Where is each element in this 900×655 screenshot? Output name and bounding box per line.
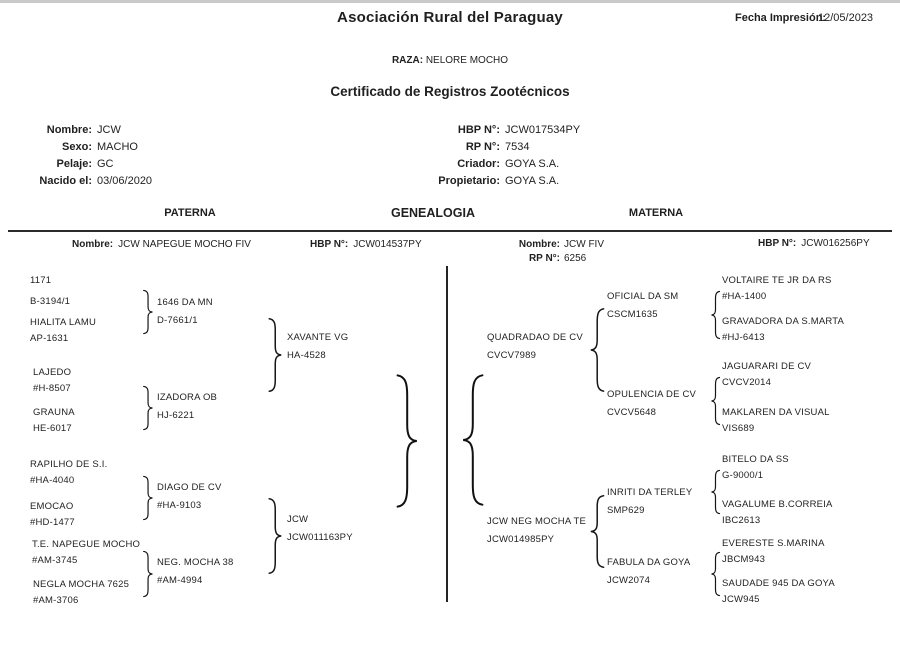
pedigree-node bbox=[487, 331, 583, 362]
animal-name: EMOCAO bbox=[30, 501, 74, 512]
animal-code: #HD-1477 bbox=[30, 517, 75, 528]
pedigree-node bbox=[157, 556, 234, 587]
animal-code: CVCV2014 bbox=[722, 377, 772, 388]
print-date-label: Fecha Impresión: bbox=[735, 12, 827, 24]
maternal-heading: MATERNA bbox=[628, 207, 684, 219]
animal-name: NEGLA MOCHA 7625 bbox=[33, 579, 130, 590]
animal-name: EVERESTE S.MARINA bbox=[722, 538, 825, 549]
animal-code: IBC2613 bbox=[722, 515, 761, 526]
field-sexo: Sexo: MACHO bbox=[62, 141, 138, 153]
pedigree-node bbox=[722, 315, 844, 344]
animal-code: JCW014985PY bbox=[487, 534, 555, 545]
animal-code: #AM-4994 bbox=[157, 575, 203, 586]
brace-left-small bbox=[711, 377, 721, 425]
print-date-value: 12/05/2023 bbox=[818, 12, 874, 24]
animal-code: B-3194/1 bbox=[30, 296, 71, 307]
animal-code: #HA-1400 bbox=[722, 291, 767, 302]
animal-name: VOLTAIRE TE JR DA RS bbox=[722, 275, 832, 286]
animal-name: MAKLAREN DA VISUAL bbox=[722, 407, 830, 418]
field-nombre: Nombre: JCW bbox=[46, 124, 121, 136]
animal-name: GRAUNA bbox=[33, 407, 75, 418]
animal-name: FABULA DA GOYA bbox=[607, 557, 691, 568]
animal-code: CVCV7989 bbox=[487, 350, 537, 361]
animal-code: #H-8507 bbox=[33, 383, 71, 394]
brace-left-small bbox=[711, 552, 721, 596]
animal-name: SAUDADE 945 DA GOYA bbox=[722, 578, 835, 589]
animal-name: NEG. MOCHA 38 bbox=[157, 557, 234, 568]
pedigree-node bbox=[722, 498, 833, 527]
animal-name: LAJEDO bbox=[33, 367, 72, 378]
brace-left-mid bbox=[590, 308, 606, 392]
animal-name: 1171 bbox=[30, 275, 52, 286]
pedigree-node bbox=[722, 537, 825, 566]
animal-code: JCW945 bbox=[722, 594, 760, 605]
animal-code: CVCV5648 bbox=[607, 407, 657, 418]
pedigree-node bbox=[722, 453, 789, 482]
animal-name: OFICIAL DA SM bbox=[607, 291, 679, 302]
pedigree-node bbox=[30, 316, 96, 345]
window-top-edge bbox=[0, 0, 900, 3]
page-title: Asociación Rural del Paraguay bbox=[337, 9, 563, 26]
pedigree-node bbox=[722, 577, 835, 606]
animal-code: JBCM943 bbox=[722, 554, 766, 565]
animal-code: HJ-6221 bbox=[157, 410, 195, 421]
animal-code: VIS689 bbox=[722, 423, 755, 434]
animal-name: VAGALUME B.CORREIA bbox=[722, 499, 833, 510]
animal-name: XAVANTE VG bbox=[287, 332, 349, 343]
animal-name: HIALITA LAMU bbox=[30, 317, 97, 328]
pedigree-node bbox=[30, 458, 107, 487]
certificate-title: Certificado de Registros Zootécnicos bbox=[330, 84, 570, 99]
animal-name: INRITI DA TERLEY bbox=[607, 487, 693, 498]
animal-code: JCW011163PY bbox=[287, 532, 353, 543]
brace-right-small bbox=[142, 476, 153, 520]
center-divider bbox=[446, 266, 448, 602]
sire-name-row: Nombre: JCW NAPEGUE MOCHO FIV bbox=[72, 239, 251, 250]
brace-right-large bbox=[394, 374, 418, 508]
animal-code: SMP629 bbox=[607, 505, 645, 516]
animal-code: JCW2074 bbox=[607, 575, 651, 586]
animal-code: HE-6017 bbox=[33, 423, 72, 434]
animal-code: #HJ-6413 bbox=[722, 332, 765, 343]
brace-left-large bbox=[462, 374, 486, 506]
pedigree-node bbox=[607, 388, 696, 419]
animal-code: AP-1631 bbox=[30, 333, 69, 344]
animal-code: CSCM1635 bbox=[607, 309, 658, 320]
pedigree-node bbox=[33, 406, 75, 435]
animal-name: JCW NEG MOCHA TE bbox=[487, 516, 587, 527]
animal-name: DIAGO DE CV bbox=[157, 482, 222, 493]
animal-name: T.E. NAPEGUE MOCHO bbox=[32, 539, 141, 550]
pedigree-node bbox=[287, 513, 353, 544]
dam-name-row: Nombre: JCW FIV RP N°: 6256 bbox=[518, 239, 604, 264]
genealogy-heading: GENEALOGIA bbox=[390, 206, 476, 220]
animal-code: G-9000/1 bbox=[722, 470, 764, 481]
animal-info-right bbox=[408, 122, 580, 190]
animal-code: D-7661/1 bbox=[157, 315, 198, 326]
animal-name: BITELO DA SS bbox=[722, 454, 789, 465]
pedigree-node bbox=[722, 360, 811, 389]
brace-left-small bbox=[711, 470, 721, 514]
animal-code: #HA-9103 bbox=[157, 500, 202, 511]
animal-name: JAGUARARI DE CV bbox=[722, 361, 812, 372]
animal-info-left bbox=[8, 122, 152, 190]
brace-right-mid bbox=[267, 318, 282, 392]
animal-name: GRAVADORA DA S.MARTA bbox=[722, 316, 845, 327]
breed-value: NELORE MOCHO bbox=[425, 55, 509, 66]
pedigree-node bbox=[607, 290, 678, 321]
brace-right-small bbox=[142, 551, 153, 597]
brace-right-mid bbox=[267, 498, 282, 574]
pedigree-node bbox=[722, 406, 830, 435]
animal-name: IZADORA OB bbox=[157, 392, 218, 403]
animal-name: OPULENCIA DE CV bbox=[607, 389, 697, 400]
animal-code: #AM-3706 bbox=[33, 595, 79, 606]
breed-label: RAZA: bbox=[391, 55, 424, 66]
pedigree-node bbox=[287, 331, 348, 362]
pedigree-node bbox=[607, 486, 692, 517]
dam-hbp-row: HBP N°: JCW016256PY bbox=[758, 238, 870, 249]
pedigree-node bbox=[32, 538, 140, 567]
animal-name: 1646 DA MN bbox=[157, 297, 213, 308]
pedigree-node bbox=[157, 296, 213, 327]
animal-name: QUADRADAO DE CV bbox=[487, 332, 583, 343]
pedigree-node bbox=[157, 481, 222, 512]
field-nacido: Nacido el: 03/06/2020 bbox=[39, 175, 153, 187]
pedigree-node bbox=[33, 366, 71, 395]
sire-hbp-row: HBP N°: JCW014537PY bbox=[310, 239, 422, 250]
pedigree-node bbox=[30, 274, 70, 308]
paternal-heading: PATERNA bbox=[164, 207, 216, 219]
pedigree-node bbox=[607, 556, 690, 587]
animal-code: #AM-3745 bbox=[32, 555, 78, 566]
animal-name: RAPILHO DE S.I. bbox=[30, 459, 108, 470]
brace-right-small bbox=[142, 386, 153, 430]
field-criador: Criador: GOYA S.A. bbox=[457, 158, 560, 170]
brace-left-mid bbox=[590, 495, 606, 568]
field-hbp: HBP N°: JCW017534PY bbox=[457, 124, 581, 136]
field-propietario: Propietario: GOYA S.A. bbox=[438, 175, 560, 187]
brace-right-small bbox=[142, 290, 153, 334]
pedigree-node bbox=[487, 515, 586, 546]
pedigree-node bbox=[157, 391, 217, 422]
header-rule bbox=[8, 230, 892, 232]
animal-code: HA-4528 bbox=[287, 350, 326, 361]
pedigree-node bbox=[33, 578, 129, 607]
brace-left-small bbox=[711, 291, 721, 339]
breed-row bbox=[0, 55, 900, 66]
pedigree-node bbox=[30, 500, 75, 529]
animal-code: #HA-4040 bbox=[30, 475, 75, 486]
pedigree-node bbox=[722, 274, 832, 303]
field-rp: RP N°: 7534 bbox=[465, 141, 530, 153]
field-pelaje: Pelaje: GC bbox=[56, 158, 114, 170]
animal-name: JCW bbox=[287, 514, 309, 525]
